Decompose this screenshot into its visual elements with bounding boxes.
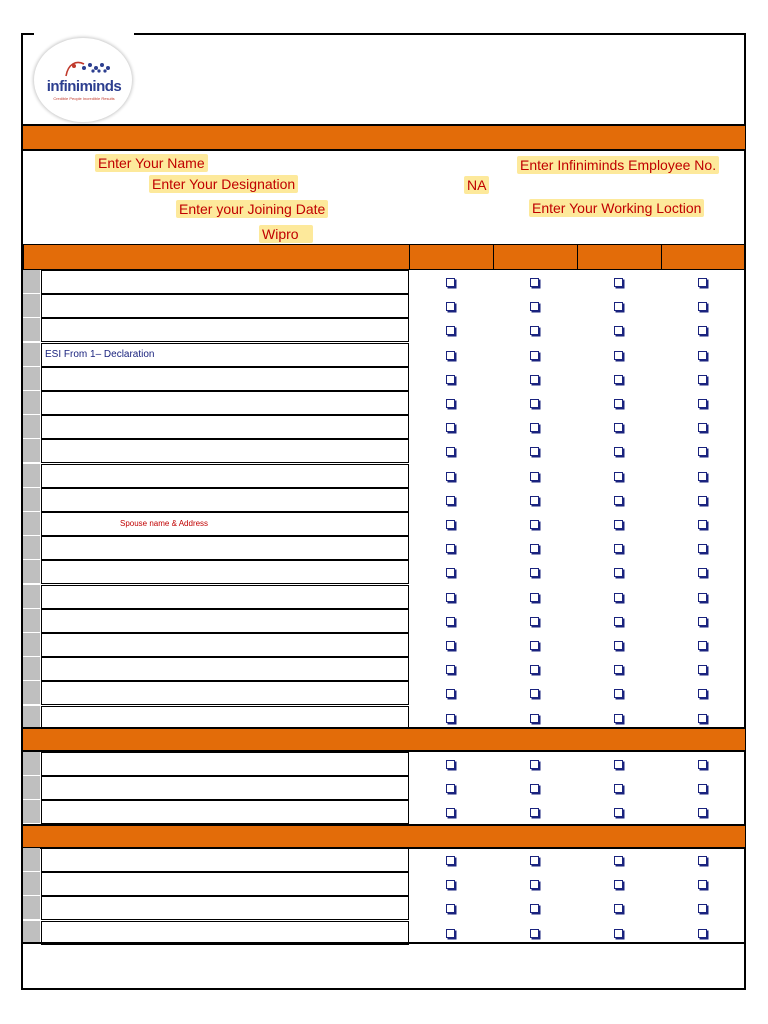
- checkbox-col-4[interactable]: [698, 544, 707, 553]
- checkbox-col-1[interactable]: [446, 760, 455, 769]
- checkbox-col-3[interactable]: [614, 593, 623, 602]
- row-label-cell[interactable]: [41, 270, 409, 294]
- row-label-cell[interactable]: [41, 415, 409, 439]
- checkbox-col-2[interactable]: [530, 929, 539, 938]
- checkbox-col-3[interactable]: [614, 784, 623, 793]
- column-header-2: [493, 244, 578, 270]
- row-label-cell[interactable]: [41, 536, 409, 560]
- checkbox-col-1[interactable]: [446, 568, 455, 577]
- checkbox-col-3[interactable]: [614, 689, 623, 698]
- checkbox-col-2[interactable]: [530, 760, 539, 769]
- logo-wordmark: infiniminds: [46, 78, 122, 95]
- na-field[interactable]: NA: [464, 176, 489, 194]
- checkbox-col-3[interactable]: [614, 520, 623, 529]
- checkbox-col-3[interactable]: [614, 641, 623, 650]
- table-row: [23, 752, 409, 776]
- checkbox-col-2[interactable]: [530, 375, 539, 384]
- checkbox-col-4[interactable]: [698, 714, 707, 723]
- checkbox-col-3[interactable]: [614, 929, 623, 938]
- checkbox-col-4[interactable]: [698, 904, 707, 913]
- row-number-cell: [23, 415, 40, 439]
- checkbox-col-2[interactable]: [530, 665, 539, 674]
- row-label-cell[interactable]: [41, 488, 409, 512]
- row-number-cell: [23, 776, 40, 800]
- row-label-cell[interactable]: [41, 609, 409, 633]
- checkbox-col-2[interactable]: [530, 326, 539, 335]
- logo-tagline: Credible People Incredible Results: [53, 96, 115, 101]
- column-header-1: [409, 244, 494, 270]
- row-number-cell: [23, 633, 40, 657]
- checkbox-col-2[interactable]: [530, 544, 539, 553]
- checkbox-col-2[interactable]: [530, 880, 539, 889]
- checkbox-col-1[interactable]: [446, 399, 455, 408]
- checkbox-col-2[interactable]: [530, 593, 539, 602]
- checkbox-col-3[interactable]: [614, 326, 623, 335]
- checkbox-col-4[interactable]: [698, 447, 707, 456]
- row-label-cell[interactable]: [41, 633, 409, 657]
- row-number-cell: [23, 800, 40, 824]
- row-number-cell: [23, 752, 40, 776]
- checkbox-col-4[interactable]: [698, 808, 707, 817]
- table-row: [23, 391, 409, 415]
- checkbox-col-4[interactable]: [698, 520, 707, 529]
- checkbox-col-1[interactable]: [446, 665, 455, 674]
- table-row: [23, 439, 409, 463]
- checkbox-col-1[interactable]: [446, 447, 455, 456]
- checkbox-col-4[interactable]: [698, 593, 707, 602]
- checkbox-col-2[interactable]: [530, 904, 539, 913]
- checkbox-col-1[interactable]: [446, 641, 455, 650]
- checkbox-col-1[interactable]: [446, 784, 455, 793]
- checkbox-col-2[interactable]: [530, 714, 539, 723]
- checkbox-col-2[interactable]: [530, 399, 539, 408]
- checkbox-col-2[interactable]: [530, 302, 539, 311]
- row-label-cell[interactable]: ESI From 1– Declaration: [41, 343, 409, 367]
- logo-dots-icon: [62, 58, 112, 78]
- row-number-cell: [23, 464, 40, 488]
- row-label-cell[interactable]: [41, 896, 409, 920]
- checkbox-col-1[interactable]: [446, 544, 455, 553]
- checkbox-col-4[interactable]: [698, 689, 707, 698]
- table-row: [23, 464, 409, 488]
- checkbox-col-2[interactable]: [530, 472, 539, 481]
- checkbox-col-4[interactable]: [698, 880, 707, 889]
- checkbox-col-1[interactable]: [446, 326, 455, 335]
- name-field[interactable]: Enter Your Name: [95, 154, 208, 172]
- row-label-cell[interactable]: [41, 657, 409, 681]
- row-number-cell: [23, 921, 40, 945]
- table-row: [23, 585, 409, 609]
- checkbox-col-3[interactable]: [614, 880, 623, 889]
- checkbox-col-3[interactable]: [614, 665, 623, 674]
- checkbox-col-1[interactable]: [446, 351, 455, 360]
- row-label-cell[interactable]: [41, 294, 409, 318]
- checkbox-col-1[interactable]: [446, 375, 455, 384]
- checkbox-col-4[interactable]: [698, 375, 707, 384]
- checkbox-col-4[interactable]: [698, 784, 707, 793]
- row-number-cell: [23, 318, 40, 342]
- table-row: [23, 896, 409, 920]
- checkbox-col-1[interactable]: [446, 808, 455, 817]
- row-label-cell[interactable]: [41, 921, 409, 945]
- table-row: [23, 318, 409, 342]
- checkbox-col-4[interactable]: [698, 568, 707, 577]
- row-label-cell[interactable]: [41, 752, 409, 776]
- checkbox-col-4[interactable]: [698, 665, 707, 674]
- checkbox-col-3[interactable]: [614, 472, 623, 481]
- column-header-4: [661, 244, 745, 270]
- table-row: [23, 343, 409, 367]
- row-label-cell[interactable]: [41, 560, 409, 584]
- checkbox-col-2[interactable]: [530, 568, 539, 577]
- row-label-cell[interactable]: [41, 872, 409, 896]
- checkbox-col-2[interactable]: [530, 423, 539, 432]
- table-bottom-rule: [23, 942, 745, 944]
- row-number-cell: [23, 367, 40, 391]
- table-row: [23, 633, 409, 657]
- checkbox-col-2[interactable]: [530, 641, 539, 650]
- table-row: [23, 367, 409, 391]
- checkbox-col-4[interactable]: [698, 856, 707, 865]
- row-number-cell: [23, 536, 40, 560]
- row-label-cell[interactable]: [41, 585, 409, 609]
- frame-gap: [34, 31, 134, 35]
- checkbox-col-4[interactable]: [698, 929, 707, 938]
- section-2-band: [23, 727, 745, 752]
- row-number-cell: [23, 343, 40, 367]
- checkbox-col-2[interactable]: [530, 856, 539, 865]
- checkbox-col-2[interactable]: [530, 689, 539, 698]
- table-row: [23, 872, 409, 896]
- checkbox-col-1[interactable]: [446, 278, 455, 287]
- row-number-cell: [23, 270, 40, 294]
- column-header-label: [23, 244, 410, 270]
- checkbox-col-1[interactable]: [446, 472, 455, 481]
- checkbox-col-4[interactable]: [698, 302, 707, 311]
- table-row: [23, 776, 409, 800]
- location-field[interactable]: Enter Your Working Loction: [529, 199, 704, 217]
- designation-field[interactable]: Enter Your Designation: [149, 175, 298, 193]
- header-band: [23, 124, 745, 151]
- checkbox-col-1[interactable]: [446, 714, 455, 723]
- row-label-cell[interactable]: [41, 800, 409, 824]
- row-label-cell[interactable]: [41, 464, 409, 488]
- employee-no-field[interactable]: Enter Infiniminds Employee No.: [517, 156, 719, 174]
- row-number-cell: [23, 706, 40, 730]
- checkbox-col-4[interactable]: [698, 760, 707, 769]
- table-row: [23, 560, 409, 584]
- checkbox-col-2[interactable]: [530, 808, 539, 817]
- checkbox-col-1[interactable]: [446, 689, 455, 698]
- checkbox-col-1[interactable]: [446, 496, 455, 505]
- row-number-cell: [23, 896, 40, 920]
- row-label-cell[interactable]: Spouse name & Address: [41, 512, 409, 536]
- column-header-3: [577, 244, 662, 270]
- checkbox-col-3[interactable]: [614, 399, 623, 408]
- joining-date-field[interactable]: Enter your Joining Date: [176, 200, 328, 218]
- table-row: [23, 681, 409, 705]
- row-number-cell: [23, 585, 40, 609]
- table-row: [23, 512, 409, 536]
- row-label-cell[interactable]: [41, 776, 409, 800]
- checkbox-col-4[interactable]: [698, 423, 707, 432]
- row-number-cell: [23, 560, 40, 584]
- row-number-cell: [23, 872, 40, 896]
- checkbox-col-2[interactable]: [530, 351, 539, 360]
- table-row: [23, 488, 409, 512]
- checkbox-col-1[interactable]: [446, 929, 455, 938]
- table-row: [23, 800, 409, 824]
- checkbox-col-1[interactable]: [446, 423, 455, 432]
- checkbox-col-3[interactable]: [614, 568, 623, 577]
- row-label-cell[interactable]: [41, 848, 409, 872]
- company-field[interactable]: Wipro: [259, 225, 313, 243]
- table-row: [23, 848, 409, 872]
- checkbox-col-3[interactable]: [614, 496, 623, 505]
- checkbox-col-3[interactable]: [614, 856, 623, 865]
- row-number-cell: [23, 681, 40, 705]
- checkbox-col-2[interactable]: [530, 520, 539, 529]
- row-number-cell: [23, 609, 40, 633]
- checkbox-col-3[interactable]: [614, 278, 623, 287]
- table-row: [23, 609, 409, 633]
- table-row: [23, 294, 409, 318]
- checkbox-col-2[interactable]: [530, 278, 539, 287]
- row-number-cell: [23, 512, 40, 536]
- checkbox-col-4[interactable]: [698, 617, 707, 626]
- checkbox-col-4[interactable]: [698, 278, 707, 287]
- checkbox-col-3[interactable]: [614, 808, 623, 817]
- checkbox-col-4[interactable]: [698, 472, 707, 481]
- checkbox-col-2[interactable]: [530, 784, 539, 793]
- checkbox-col-2[interactable]: [530, 496, 539, 505]
- checkbox-col-1[interactable]: [446, 904, 455, 913]
- checkbox-col-3[interactable]: [614, 544, 623, 553]
- checkbox-col-3[interactable]: [614, 351, 623, 360]
- checkbox-col-3[interactable]: [614, 714, 623, 723]
- table-row: [23, 706, 409, 730]
- row-label-cell[interactable]: [41, 706, 409, 730]
- checkbox-col-3[interactable]: [614, 302, 623, 311]
- checkbox-col-4[interactable]: [698, 326, 707, 335]
- checkbox-col-1[interactable]: [446, 856, 455, 865]
- row-number-cell: [23, 439, 40, 463]
- table-row: [23, 270, 409, 294]
- row-number-cell: [23, 848, 40, 872]
- checkbox-col-2[interactable]: [530, 447, 539, 456]
- checkbox-col-4[interactable]: [698, 496, 707, 505]
- row-label-cell[interactable]: [41, 318, 409, 342]
- checkbox-col-1[interactable]: [446, 520, 455, 529]
- table-row: [23, 536, 409, 560]
- checkbox-col-3[interactable]: [614, 760, 623, 769]
- checkbox-col-1[interactable]: [446, 593, 455, 602]
- checkbox-col-1[interactable]: [446, 617, 455, 626]
- row-number-cell: [23, 488, 40, 512]
- table-row: [23, 415, 409, 439]
- checkbox-col-3[interactable]: [614, 617, 623, 626]
- row-number-cell: [23, 657, 40, 681]
- checkbox-col-3[interactable]: [614, 904, 623, 913]
- checkbox-col-2[interactable]: [530, 617, 539, 626]
- row-number-cell: [23, 391, 40, 415]
- section-3-band: [23, 824, 745, 849]
- checkbox-col-4[interactable]: [698, 641, 707, 650]
- checkbox-col-3[interactable]: [614, 423, 623, 432]
- checkbox-col-4[interactable]: [698, 399, 707, 408]
- checkbox-col-1[interactable]: [446, 880, 455, 889]
- row-label-cell[interactable]: [41, 439, 409, 463]
- row-label-cell[interactable]: [41, 681, 409, 705]
- checkbox-col-3[interactable]: [614, 447, 623, 456]
- checkbox-col-3[interactable]: [614, 375, 623, 384]
- table-row: [23, 921, 409, 945]
- company-logo: [34, 38, 132, 122]
- checkbox-col-4[interactable]: [698, 351, 707, 360]
- checkbox-col-1[interactable]: [446, 302, 455, 311]
- row-label-cell[interactable]: [41, 391, 409, 415]
- table-row: [23, 657, 409, 681]
- row-number-cell: [23, 294, 40, 318]
- row-label-cell[interactable]: [41, 367, 409, 391]
